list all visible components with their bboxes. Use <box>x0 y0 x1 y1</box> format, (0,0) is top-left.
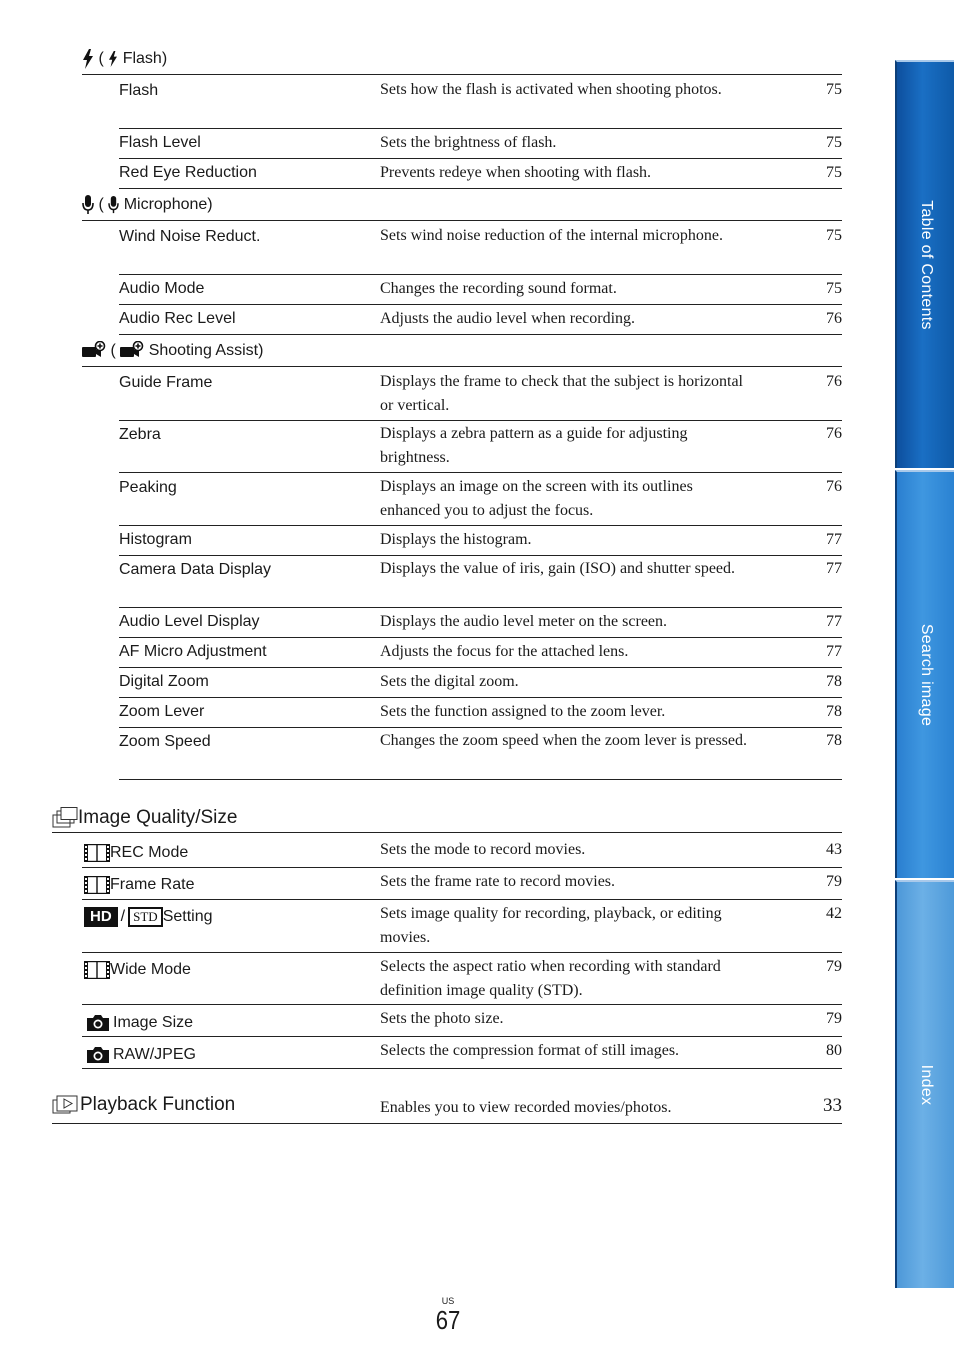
item-description: Adjusts the focus for the attached lens. <box>380 643 629 660</box>
item-name: Digital Zoom <box>119 673 209 690</box>
table-row[interactable] <box>119 639 842 668</box>
page-ref[interactable]: 75 <box>826 134 842 151</box>
table-row[interactable] <box>82 868 842 900</box>
table-row[interactable] <box>119 78 842 129</box>
item-name: Camera Data Display <box>119 561 272 578</box>
flash-icon <box>108 51 118 67</box>
table-row[interactable] <box>82 1037 842 1069</box>
tab-index[interactable] <box>895 880 954 1288</box>
playback-icon <box>52 1093 80 1117</box>
locale-code: US <box>441 1296 455 1306</box>
item-name: Zoom Speed <box>119 733 211 750</box>
page-ref[interactable]: 77 <box>826 613 842 630</box>
playback-section-header[interactable] <box>52 1092 842 1124</box>
microphone-icon <box>108 196 119 214</box>
camera-icon <box>86 1046 110 1064</box>
page-ref[interactable]: 77 <box>826 643 842 660</box>
page-ref[interactable]: 76 <box>826 310 842 327</box>
page-ref[interactable]: 79 <box>826 1010 842 1027</box>
std-icon <box>128 907 163 927</box>
table-row[interactable] <box>119 224 842 275</box>
item-name-wrap <box>84 842 188 864</box>
microphone-group-paren: ( <box>98 196 104 213</box>
page-ref[interactable]: 76 <box>826 478 842 495</box>
item-name-wrap <box>86 1044 196 1066</box>
item-name-wrap <box>84 874 194 896</box>
item-name: Red Eye Reduction <box>119 164 257 181</box>
item-description: Sets the function assigned to the zoom lever. <box>380 703 666 720</box>
item-name: Wind Noise Reduct. <box>119 228 261 245</box>
microphone-icon <box>82 195 94 215</box>
page-number-value: 67 <box>435 1305 461 1335</box>
item-name: Histogram <box>119 531 192 548</box>
item-name-wrap <box>84 959 191 981</box>
microphone-group-title: Microphone) <box>123 196 213 213</box>
table-row[interactable] <box>119 729 842 780</box>
std-label: STD <box>133 908 158 924</box>
table-row[interactable] <box>119 160 842 189</box>
table-row[interactable] <box>119 276 842 305</box>
page-ref[interactable]: 43 <box>826 841 842 858</box>
page-ref[interactable]: 42 <box>826 905 842 922</box>
item-description: Selects the compression format of still images. <box>380 1042 680 1059</box>
item-description: Displays a zebra pattern as a guide for adjusting brightness. <box>380 425 688 466</box>
page-ref[interactable]: 75 <box>826 280 842 297</box>
playback-description: Enables you to view recorded movies/photos. <box>380 1099 672 1116</box>
item-name-wrap <box>86 1012 193 1034</box>
item-description: Displays the histogram. <box>380 531 532 548</box>
item-name: RAW/JPEG <box>113 1046 196 1063</box>
shooting-assist-group-paren: ( <box>110 342 116 359</box>
table-row[interactable] <box>82 953 842 1005</box>
item-description: Displays an image on the screen with its outlines enhanced you to adjust the focus. <box>380 478 693 519</box>
tab-search-image[interactable] <box>895 470 954 878</box>
tab-table-of-contents-label: Table of Contents <box>917 200 935 330</box>
item-description: Sets the mode to record movies. <box>380 841 586 858</box>
camera-icon <box>86 1014 110 1032</box>
page-ref[interactable]: 77 <box>826 531 842 548</box>
hd-icon <box>84 907 118 927</box>
movie-film-icon <box>84 876 110 894</box>
item-description: Sets the brightness of flash. <box>380 134 557 151</box>
flash-icon <box>82 49 94 69</box>
table-row[interactable] <box>82 836 842 868</box>
page-ref[interactable]: 33 <box>823 1095 842 1116</box>
table-row[interactable] <box>119 557 842 608</box>
image-quality-section-header <box>52 805 842 833</box>
image-quality-icon <box>52 807 78 829</box>
page-ref[interactable]: 76 <box>826 373 842 390</box>
page-ref[interactable]: 79 <box>826 873 842 890</box>
item-description: Displays the value of iris, gain (ISO) and shutter speed. <box>380 560 736 577</box>
item-description: Sets the digital zoom. <box>380 673 519 690</box>
image-quality-section-title: Image Quality/Size <box>78 807 238 828</box>
page-ref[interactable]: 80 <box>826 1042 842 1059</box>
item-name: Audio Rec Level <box>119 310 236 327</box>
page-ref[interactable]: 78 <box>826 703 842 720</box>
item-description: Displays the frame to check that the subject is horizontal or vertical. <box>380 373 743 414</box>
item-name: Flash <box>119 82 159 99</box>
page-ref[interactable]: 78 <box>826 732 842 749</box>
item-name: Frame Rate <box>110 876 195 893</box>
item-name: Audio Level Display <box>119 613 260 630</box>
item-description: Sets the photo size. <box>380 1010 504 1027</box>
item-description: Displays the audio level meter on the screen. <box>380 613 668 630</box>
table-row[interactable] <box>119 527 842 556</box>
item-description: Adjusts the audio level when recording. <box>380 310 636 327</box>
item-name: Wide Mode <box>110 961 191 978</box>
shooting-assist-icon <box>82 341 106 361</box>
table-row[interactable] <box>119 306 842 335</box>
item-name: Flash Level <box>119 134 201 151</box>
item-name: Audio Mode <box>119 280 205 297</box>
item-name-wrap <box>84 906 213 928</box>
item-name: Zebra <box>119 426 161 443</box>
item-description: Changes the zoom speed when the zoom lever is pressed. <box>380 732 748 749</box>
slash: / <box>120 908 126 925</box>
playback-section-title: Playback Function <box>80 1094 236 1115</box>
item-description: Selects the aspect ratio when recording with standard definition image quality (STD). <box>380 958 721 999</box>
page-ref[interactable]: 75 <box>826 227 842 244</box>
item-description: Sets wind noise reduction of the internal microphone. <box>380 227 724 244</box>
item-name: Peaking <box>119 479 177 496</box>
item-name: REC Mode <box>110 844 189 861</box>
table-row[interactable] <box>82 900 842 953</box>
item-description: Prevents redeye when shooting with flash. <box>380 164 652 181</box>
flash-group-header <box>82 48 842 75</box>
movie-film-icon <box>84 844 110 862</box>
shooting-assist-group-title: Shooting Assist) <box>148 342 264 359</box>
page-ref[interactable]: 75 <box>826 164 842 181</box>
shooting-assist-icon <box>120 341 144 361</box>
item-description: Sets image quality for recording, playback, or editing movies. <box>380 905 722 946</box>
item-description: Sets the frame rate to record movies. <box>380 873 616 890</box>
item-name: Image Size <box>113 1014 194 1031</box>
tab-search-image-label: Search image <box>917 623 935 727</box>
page-ref[interactable]: 77 <box>826 560 842 577</box>
page-ref[interactable]: 76 <box>826 425 842 442</box>
item-name: Setting <box>162 908 213 925</box>
table-row[interactable] <box>119 130 842 159</box>
item-name: Guide Frame <box>119 374 213 391</box>
item-name: Zoom Lever <box>119 703 205 720</box>
table-row[interactable] <box>119 422 842 473</box>
page-ref[interactable]: 79 <box>826 958 842 975</box>
table-row[interactable] <box>119 609 842 638</box>
item-name: AF Micro Adjustment <box>119 643 267 660</box>
page-ref[interactable]: 78 <box>826 673 842 690</box>
page-ref[interactable]: 75 <box>826 81 842 98</box>
shooting-assist-group-header <box>82 340 842 367</box>
movie-film-icon <box>84 961 110 979</box>
table-row[interactable] <box>82 1005 842 1037</box>
table-row[interactable] <box>119 669 842 698</box>
page-number <box>428 1296 468 1334</box>
flash-group-paren: ( <box>98 50 104 67</box>
table-row[interactable] <box>119 370 842 421</box>
tab-index-label: Index <box>917 1064 935 1106</box>
item-description: Changes the recording sound format. <box>380 280 617 297</box>
flash-group-title: Flash) <box>122 50 168 67</box>
table-row[interactable] <box>119 475 842 526</box>
tab-table-of-contents[interactable] <box>895 60 954 468</box>
table-row[interactable] <box>119 699 842 728</box>
item-description: Sets how the flash is activated when shooting photos. <box>380 81 722 98</box>
hd-label: HD <box>90 907 112 925</box>
microphone-group-header <box>82 194 842 221</box>
